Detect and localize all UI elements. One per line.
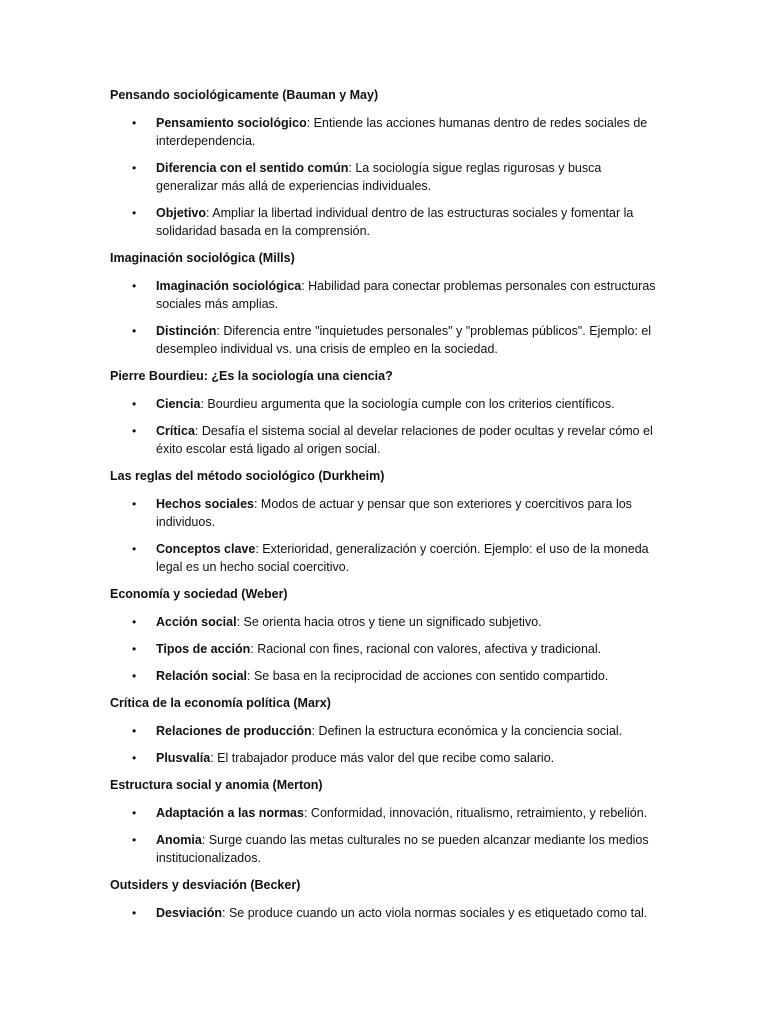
bullet-icon: • [132, 542, 137, 556]
item-term: Objetivo [156, 206, 207, 220]
section-heading: Estructura social y anomia (Merton) [110, 778, 323, 792]
item-term: Tipos de acción [156, 642, 251, 656]
bullet-icon: • [132, 806, 137, 820]
bullet-icon: • [132, 161, 137, 175]
list-item [110, 667, 666, 685]
list-item [110, 204, 666, 240]
bullet-list [110, 613, 668, 685]
section [110, 467, 668, 576]
bullet-list [110, 722, 668, 767]
section [110, 876, 668, 922]
section [110, 585, 668, 685]
bullet-icon: • [132, 279, 137, 293]
bullet-list [110, 114, 668, 240]
list-item [110, 159, 666, 195]
bullet-icon: • [132, 615, 137, 629]
item-term: Desviación [156, 906, 223, 920]
bullet-icon: • [132, 751, 137, 765]
item-description: : Diferencia entre "inquietudes personales" y "problemas públicos". Ejemplo: el desempleo individual vs. una crisis de empleo en la sociedad. [156, 324, 652, 356]
item-description: : Habilidad para conectar problemas personales con estructuras sociales más amplias. [156, 279, 656, 311]
item-description: : Bourdieu argumenta que la sociología cumple con los criterios científicos. [200, 397, 615, 411]
list-item [110, 277, 666, 313]
bullet-icon: • [132, 669, 137, 683]
item-term: Distinción [156, 324, 217, 338]
list-item [110, 722, 666, 740]
item-description: : Exterioridad, generalización y coerción. Ejemplo: el uso de la moneda legal es un hecho social coercitivo. [156, 542, 649, 574]
section [110, 776, 668, 867]
item-description: : Se produce cuando un acto viola normas sociales y es etiquetado como tal. [222, 906, 648, 920]
bullet-icon: • [132, 642, 137, 656]
item-description: : Definen la estructura económica y la conciencia social. [311, 724, 623, 738]
item-description: : Racional con fines, racional con valores, afectiva y tradicional. [250, 642, 602, 656]
section-heading: Pierre Bourdieu: ¿Es la sociología una ciencia? [110, 369, 393, 383]
list-item [110, 804, 666, 822]
item-description: : El trabajador produce más valor del que recibe como salario. [210, 751, 555, 765]
list-item [110, 613, 666, 631]
item-term: Anomia [156, 833, 202, 847]
bullet-icon: • [132, 324, 137, 338]
item-description: : Se basa en la reciprocidad de acciones con sentido compartido. [247, 669, 609, 683]
bullet-icon: • [132, 906, 137, 920]
bullet-icon: • [132, 206, 137, 220]
item-term: Conceptos clave [156, 542, 256, 556]
item-term: Plusvalía [156, 751, 211, 765]
item-description: : Modos de actuar y pensar que son exteriores y coercitivos para los individuos. [156, 497, 632, 529]
section [110, 694, 668, 767]
item-term: Adaptación a las normas [156, 806, 304, 820]
list-item [110, 831, 666, 867]
list-item [110, 114, 666, 150]
section [110, 249, 668, 358]
list-item [110, 422, 666, 458]
item-description: : Se orienta hacia otros y tiene un significado subjetivo. [236, 615, 542, 629]
bullet-icon: • [132, 116, 137, 130]
bullet-icon: • [132, 833, 137, 847]
section-heading: Las reglas del método sociológico (Durkheim) [110, 469, 385, 483]
item-term: Imaginación sociológica [156, 279, 302, 293]
list-item [110, 395, 666, 413]
item-term: Diferencia con el sentido común [156, 161, 349, 175]
bullet-list [110, 495, 668, 576]
list-item [110, 904, 666, 922]
list-item [110, 322, 666, 358]
item-description: : La sociología sigue reglas rigurosas y busca generalizar más allá de experiencias individuales. [156, 161, 602, 193]
item-term: Crítica [156, 424, 195, 438]
item-term: Pensamiento sociológico [156, 116, 307, 130]
bullet-icon: • [132, 424, 137, 438]
section-heading: Imaginación sociológica (Mills) [110, 251, 295, 265]
bullet-icon: • [132, 724, 137, 738]
list-item [110, 540, 666, 576]
bullet-list [110, 804, 668, 867]
list-item [110, 495, 666, 531]
section [110, 86, 668, 240]
item-term: Hechos sociales [156, 497, 254, 511]
item-description: : Entiende las acciones humanas dentro de redes sociales de interdependencia. [156, 116, 648, 148]
item-term: Relaciones de producción [156, 724, 312, 738]
section-heading: Pensando sociológicamente (Bauman y May) [110, 88, 379, 102]
bullet-icon: • [132, 397, 137, 411]
section-heading: Crítica de la economía política (Marx) [110, 696, 331, 710]
bullet-list [110, 395, 668, 458]
list-item [110, 640, 666, 658]
document-body [110, 86, 668, 922]
item-term: Acción social [156, 615, 237, 629]
section-heading: Economía y sociedad (Weber) [110, 587, 288, 601]
item-description: : Desafía el sistema social al develar relaciones de poder ocultas y revelar cómo el éxito escolar está ligado al origen social. [156, 424, 653, 456]
item-description: : Conformidad, innovación, ritualismo, retraimiento, y rebelión. [303, 806, 648, 820]
item-description: : Ampliar la libertad individual dentro de las estructuras sociales y fomentar la solidaridad basada en la comprensión. [156, 206, 634, 238]
section-heading: Outsiders y desviación (Becker) [110, 878, 301, 892]
item-term: Ciencia [156, 397, 201, 411]
bullet-icon: • [132, 497, 137, 511]
list-item [110, 749, 666, 767]
bullet-list [110, 277, 668, 358]
section [110, 367, 668, 458]
item-term: Relación social [156, 669, 248, 683]
item-description: : Surge cuando las metas culturales no se pueden alcanzar mediante los medios institucionalizados. [156, 833, 649, 865]
bullet-list [110, 904, 668, 922]
